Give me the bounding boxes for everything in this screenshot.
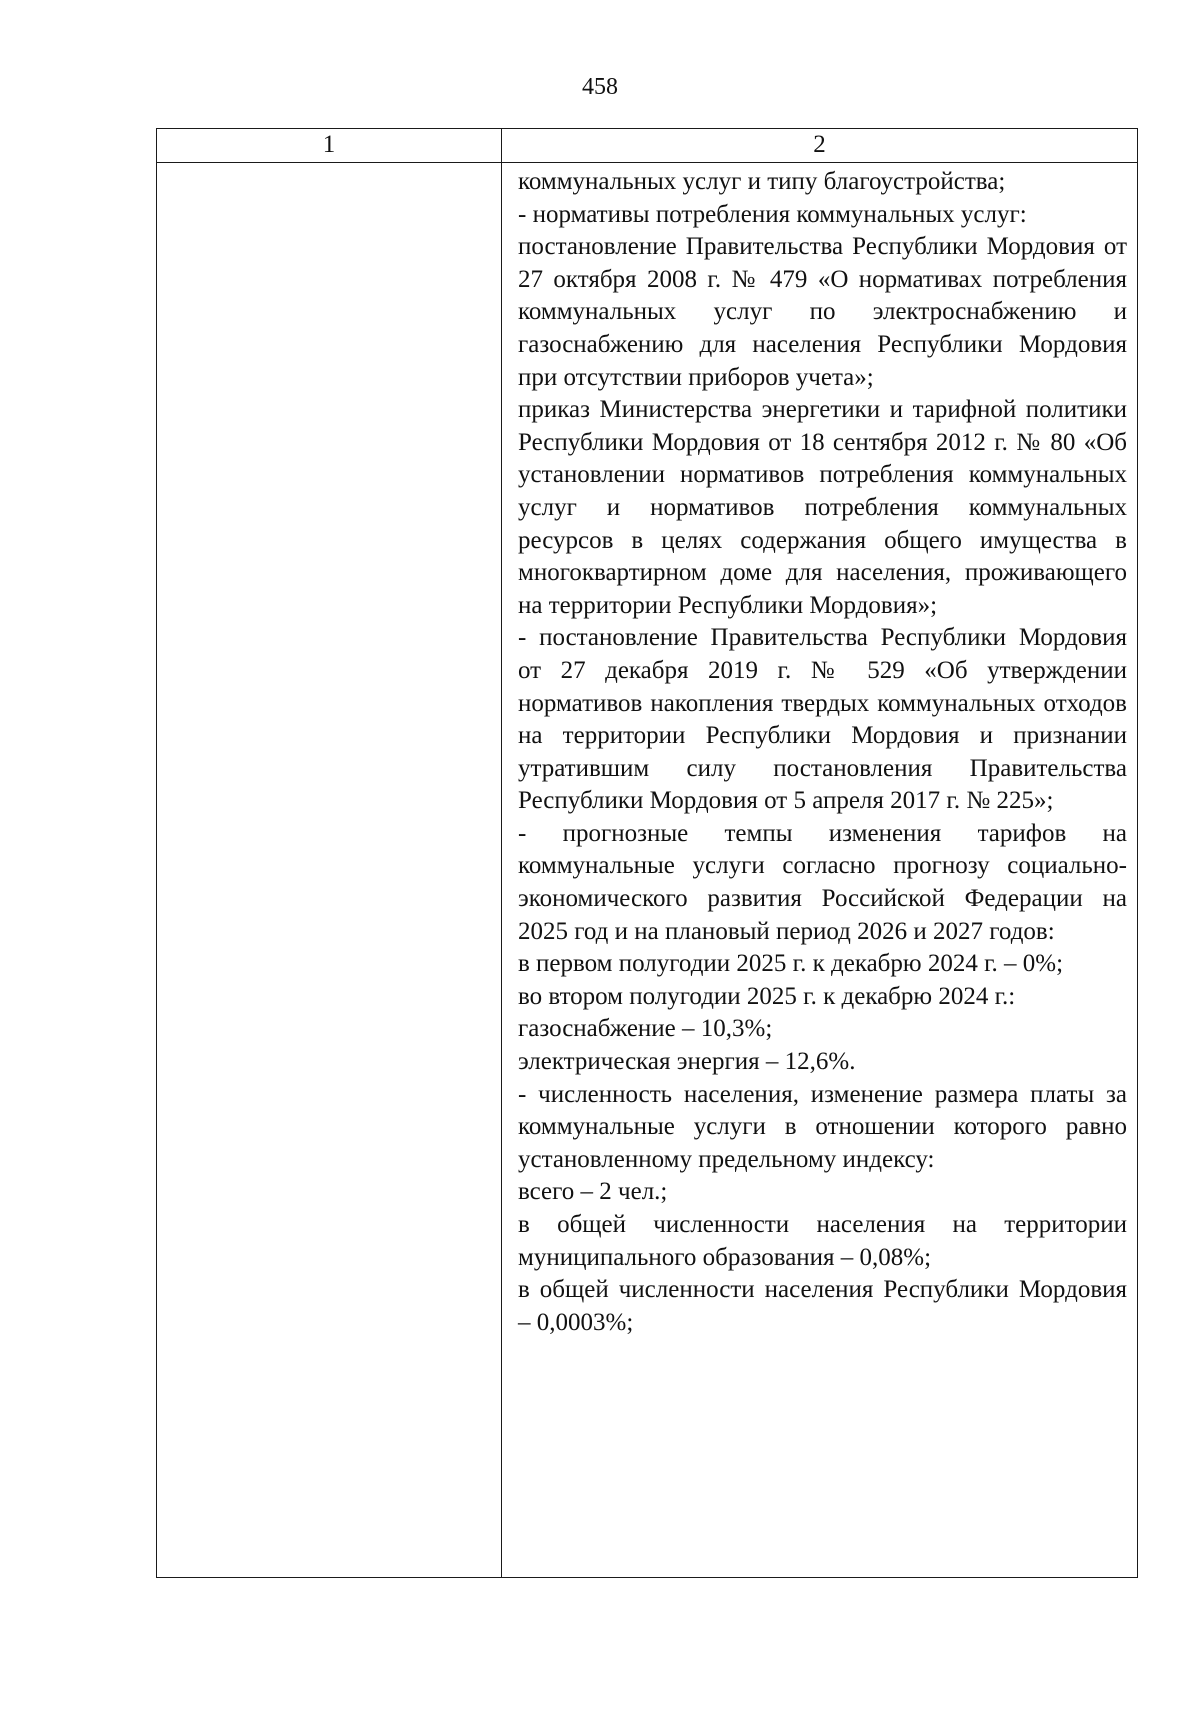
paragraph-population-total: всего – 2 чел.; xyxy=(518,1178,668,1206)
paragraph-republic-share: в общей численности населения Республики Мордовия – 0,0003%; xyxy=(518,1276,1127,1336)
column-1-header: 1 xyxy=(157,129,502,163)
paragraph-second-half-2025: во втором полугодии 2025 г. к декабрю 2024 г.: xyxy=(518,982,1016,1010)
paragraph-gas-supply: газоснабжение – 10,3%; xyxy=(518,1015,773,1043)
paragraph-resolution-479: постановление Правительства Республики Мордовия от 27 октября 2008 г. № 479 «О нормативах потребления коммунальных услуг по электроснабжению и газоснабжению для населения Республики Мордовия при отсутствии приборов учета»; xyxy=(518,233,1127,391)
table-header-row xyxy=(157,129,1138,163)
paragraph-electricity: электрическая энергия – 12,6%. xyxy=(518,1048,856,1076)
paragraph-utilities-type: коммунальных услуг и типу благоустройства; xyxy=(518,168,1006,195)
paragraph-norms-heading: - нормативы потребления коммунальных услуг: xyxy=(518,200,1027,228)
page-number: 458 xyxy=(582,74,618,100)
paragraph-municipal-share: в общей численности населения на территории муниципального образования – 0,08%; xyxy=(518,1211,1127,1271)
paragraph-resolution-529: - постановление Правительства Республики Мордовия от 27 декабря 2019 г. № 529 «Об утверждении нормативов накопления твердых коммунальных отходов на территории Республики Мордовия и признании утратившим силу постановления Правительства Республики Мордовия от 5 апреля 2017 г. № 225»; xyxy=(518,624,1127,815)
paragraph-tariff-forecast: - прогнозные темпы изменения тарифов на коммунальные услуги согласно прогнозу социально-экономического развития Российской Федерации на 2025 год и на плановый период 2026 и 2027 годов: xyxy=(518,819,1127,945)
column-2-header: 2 xyxy=(502,129,1138,163)
paragraph-population-heading: - численность населения, изменение размера платы за коммунальные услуги в отношении которого равно установленному предельному индексу: xyxy=(518,1080,1127,1173)
paragraph-order-80: приказ Министерства энергетики и тарифной политики Республики Мордовия от 18 сентября 2012 г. № 80 «Об установлении нормативов потребления коммунальных услуг и нормативов потребления коммунальных ресурсов в целях содержания общего имущества в многоквартирном доме для населения, проживающего на территории Республики Мордовия»; xyxy=(518,396,1127,619)
table-row xyxy=(157,163,1138,1578)
column-1-cell xyxy=(157,163,502,1578)
paragraph-first-half-2025: в первом полугодии 2025 г. к декабрю 2024 г. – 0%; xyxy=(518,950,1064,978)
column-2-cell xyxy=(502,163,1138,1578)
document-table xyxy=(156,128,1138,1578)
